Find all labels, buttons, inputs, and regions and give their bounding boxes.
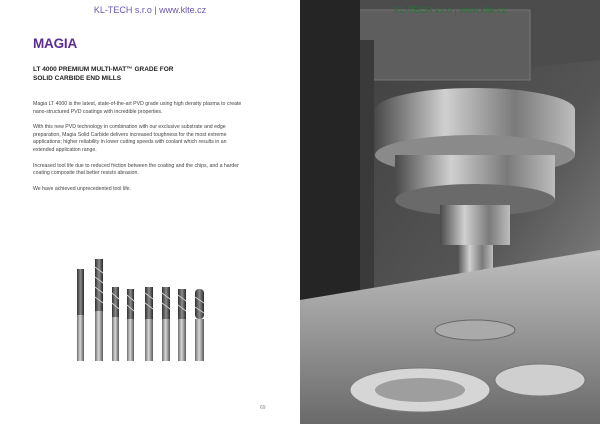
page-number: 69 — [260, 405, 266, 411]
end-mill-2 — [95, 259, 103, 361]
section-title — [33, 65, 253, 83]
end-mill-6 — [162, 287, 170, 361]
title-line-2: SOLID CARBIDE END MILLS — [33, 75, 122, 82]
body-text — [33, 101, 248, 201]
end-mill-7 — [178, 289, 186, 361]
paragraph-1: Magia LT 4000 is the latest, state-of-the-art PVD grade using high density plasma to create nano-structured PVD coatings with incredible properties. — [33, 101, 242, 115]
end-mill-5 — [145, 287, 153, 361]
header-text-right: KL-TECH s.r.o | www.klte.cz — [393, 5, 507, 15]
paragraph-4: We have achieved unprecedented tool life. — [33, 185, 131, 192]
end-mill-3 — [112, 287, 119, 361]
cnc-spindle-image — [300, 0, 600, 424]
end-mill-8 — [195, 289, 204, 361]
title-line-1: LT 4000 PREMIUM MULTI-MAT™ GRADE FOR — [33, 66, 174, 73]
paragraph-2: With this new PVD technology in combination with our exclusive substrate and edge preparation, Magia Solid Carbide delivers increased toughness for the most extreme applications; higher reliability in lower cutting speeds with coolant which results in an extended application range. — [33, 124, 227, 153]
machining-photo — [300, 0, 600, 424]
end-mill-4 — [127, 289, 134, 361]
paragraph-3: Increased tool life due to reduced friction between the coating and the chips, and a harder coating composite that better resists abrasion. — [33, 162, 239, 177]
header-text: KL-TECH s.r.o | www.klte.cz — [93, 5, 207, 15]
end-mill-1 — [77, 269, 84, 361]
end-mills-image — [70, 255, 220, 365]
brand-logo: MAGIA — [33, 36, 77, 51]
